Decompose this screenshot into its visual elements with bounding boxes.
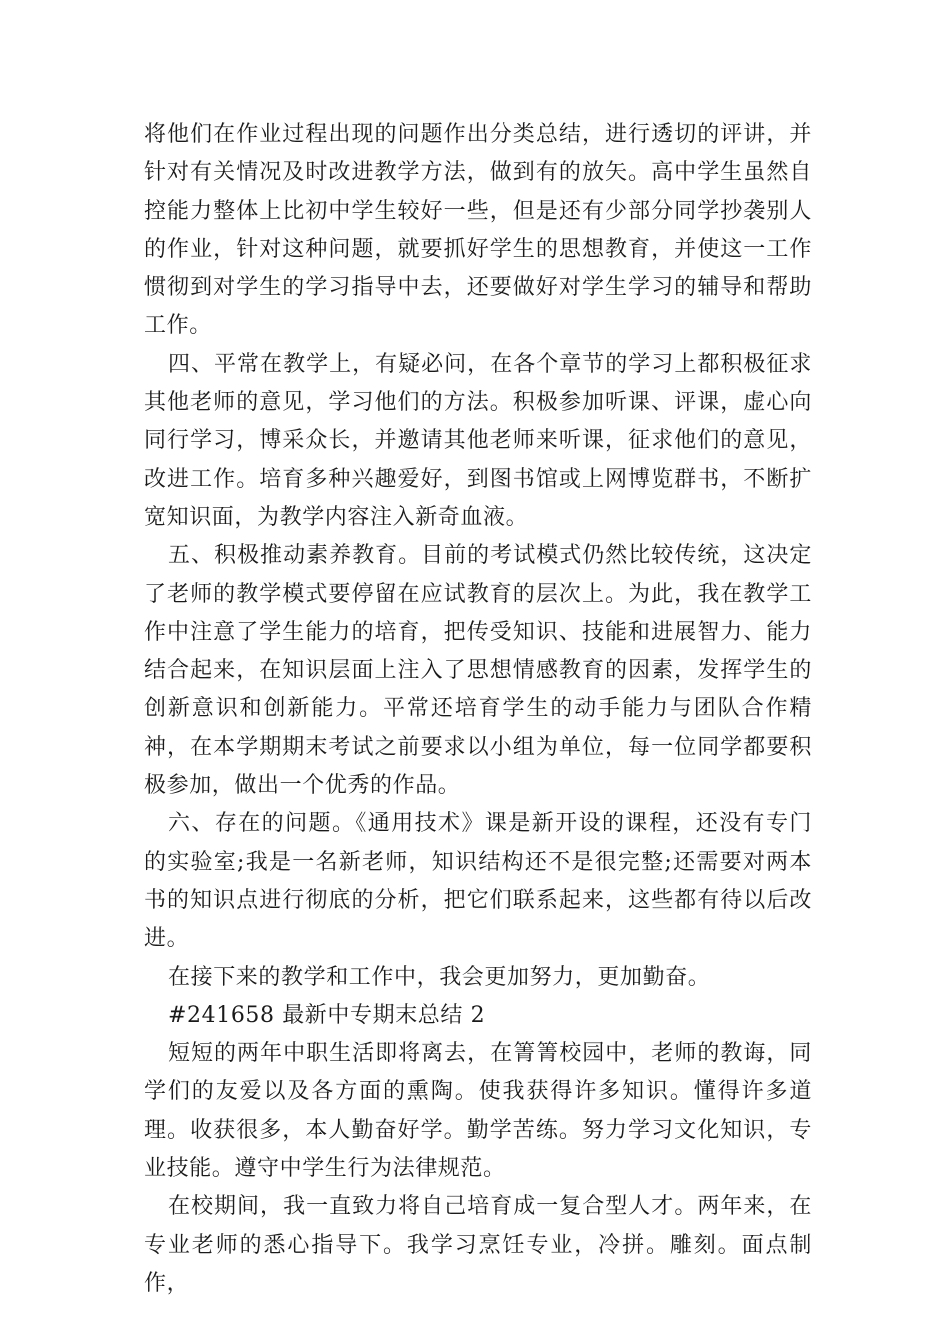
paragraph: 将他们在作业过程出现的问题作出分类总结，进行透切的评讲，并针对有关情况及时改进教学方法，做到有的放矢。高中学生虽然自控能力整体上比初中学生较好一些，但是还有少部分同学抄袭别人的作业，针对这种问题，就要抓好学生的思想教育，并使这一工作惯彻到对学生的学习指导中去，还要做好对学生学习的辅导和帮助工作。 <box>144 122 812 339</box>
paragraph: 在接下来的教学和工作中，我会更加努力，更加勤奋。 <box>168 964 711 990</box>
paragraph: 短短的两年中职生活即将离去，在箐箐校园中，老师的教诲，同学们的友爱以及各方面的熏陶。使我获得许多知识。懂得许多道理。收获很多，本人勤奋好学。勤学苦练。努力学习文化知识，专业技能。遵守中学生行为法律规范。 <box>144 1041 812 1182</box>
document-body <box>144 116 812 1303</box>
section-heading: #241658 最新中专期末总结 2 <box>168 1002 486 1028</box>
paragraph: 在校期间，我一直致力将自己培育成一复合型人才。两年来，在专业老师的悉心指导下。我学习烹饪专业，冷拼。雕刻。面点制作， <box>144 1194 812 1296</box>
paragraph: 五、积极推动素养教育。目前的考试模式仍然比较传统，这决定了老师的教学模式要停留在应试教育的层次上。为此，我在教学工作中注意了学生能力的培育，把传受知识、技能和进展智力、能力结合起来，在知识层面上注入了思想情感教育的因素，发挥学生的创新意识和创新能力。平常还培育学生的动手能力与团队合作精神，在本学期期末考试之前要求以小组为单位，每一位同学都要积极参加，做出一个优秀的作品。 <box>144 543 812 799</box>
paragraph: 四、平常在教学上，有疑必问，在各个章节的学习上都积极征求其他老师的意见，学习他们的方法。积极参加听课、评课，虚心向同行学习，博采众长，并邀请其他老师来听课，征求他们的意见，改进工作。培育多种兴趣爱好，到图书馆或上网博览群书，不断扩宽知识面，为教学内容注入新奇血液。 <box>144 351 812 530</box>
paragraph: 六、存在的问题。《通用技术》课是新开设的课程，还没有专门的实验室;我是一名新老师，知识结构还不是很完整;还需要对两本书的知识点进行彻底的分析，把它们联系起来，这些都有待以后改进。 <box>144 811 812 952</box>
